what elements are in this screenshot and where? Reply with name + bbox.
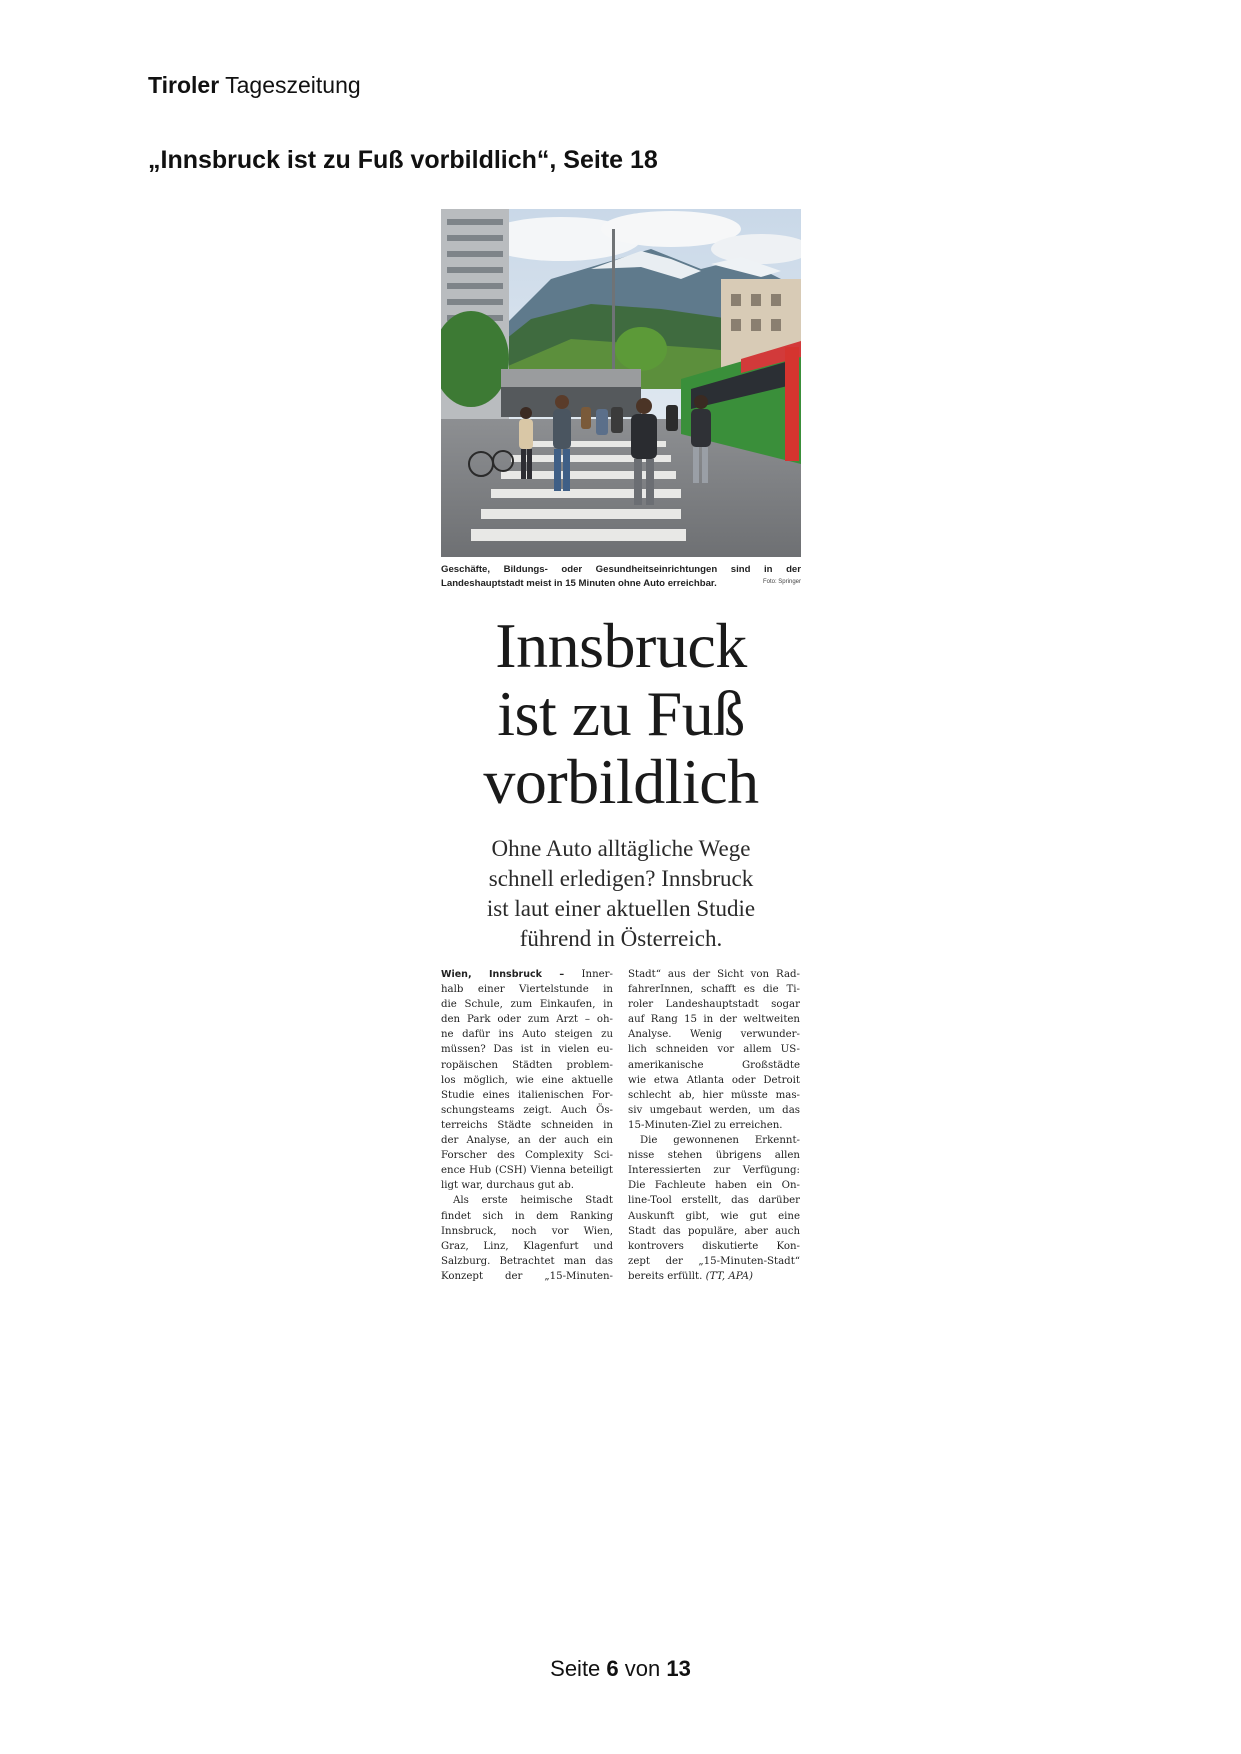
photo-caption: Geschäfte, Bildungs- oder Gesundheitseinrichtungen sind in der Landeshauptstadt meist in 15 Minuten ohne Auto erreichbar. <box>441 564 801 589</box>
body-line: die Schule, zum Einkaufen, in <box>441 999 613 1011</box>
body-line: Stadt das populäre, aber auch <box>628 1225 800 1237</box>
headline-line: vorbildlich <box>483 746 759 817</box>
article-reference: „Innsbruck ist zu Fuß vorbildlich“, Seite 18 <box>148 146 658 174</box>
article-signature: (TT, APA) <box>705 1270 753 1282</box>
article-column-1 <box>441 967 613 1284</box>
current-page: 6 <box>606 1656 619 1681</box>
article-lead <box>441 834 801 954</box>
lead-line: ist laut einer aktuellen Studie <box>486 896 756 921</box>
page-prefix: Seite <box>550 1656 607 1681</box>
body-line: ligt war, durchaus gut ab. <box>441 1180 574 1192</box>
article-column-2 <box>628 967 800 1284</box>
publication-name <box>148 72 361 99</box>
article-headline <box>441 612 801 816</box>
body-line: lich schneiden vor allem US- <box>628 1044 800 1056</box>
lead-line: Ohne Auto alltägliche Wege <box>491 836 751 861</box>
body-line: wie etwa Atlanta oder Detroit <box>628 1074 800 1086</box>
body-line: auf Rang 15 in der weltweiten <box>628 1014 800 1026</box>
headline-line: ist zu Fuß <box>497 678 745 749</box>
street-scene-image <box>441 209 801 557</box>
body-line: fahrerInnen, schafft es die Ti- <box>628 984 800 996</box>
dateline: Wien, Innsbruck – <box>441 969 565 980</box>
body-line: roler Landeshauptstadt sogar <box>628 999 800 1011</box>
body-line: schlecht ab, hier müsste mas- <box>628 1089 800 1101</box>
body-line <box>628 1269 800 1284</box>
body-text: Inner- <box>564 969 613 980</box>
body-line: müssen? Das ist in vielen eu- <box>441 1044 613 1056</box>
body-line: ence Hub (CSH) Vienna beteiligt <box>441 1165 613 1177</box>
body-text: bereits erfüllt. <box>628 1270 703 1282</box>
body-line: Studie eines italienischen For- <box>441 1089 613 1101</box>
body-line: siv umgebaut werden, um das <box>628 1104 800 1116</box>
body-line: kontrovers diskutierte Kon- <box>628 1240 800 1252</box>
body-line: Analyse. Wenig verwunder- <box>628 1029 800 1041</box>
photo-credit: Foto: Springer <box>762 579 801 585</box>
body-line: zept der „15-Minuten-Stadt“ <box>628 1255 800 1267</box>
body-line: schungsteams zeigt. Auch Ös- <box>441 1104 613 1116</box>
page-number <box>0 1656 1241 1682</box>
lead-line: schnell erledigen? Innsbruck <box>488 866 754 891</box>
headline-line: Innsbruck <box>495 610 747 681</box>
page-middle: von <box>618 1656 667 1681</box>
body-line: Auskunft gibt, wie gut eine <box>628 1210 800 1222</box>
body-line: ropäischen Städten problem- <box>441 1059 613 1071</box>
body-line: Innsbruck, noch vor Wien, <box>441 1225 613 1237</box>
body-line: Konzept der „15-Minuten- <box>441 1270 613 1282</box>
body-line: amerikanische Großstädte <box>628 1059 800 1071</box>
publication-name-rest: Tageszeitung <box>219 72 361 98</box>
body-line: den Park oder zum Arzt – oh- <box>441 1014 613 1026</box>
body-line <box>441 967 613 982</box>
body-line: Stadt“ aus der Sicht von Rad- <box>628 969 800 980</box>
body-line: terreichs Städte schneiden in <box>441 1119 613 1131</box>
body-line: 15-Minuten-Ziel zu erreichen. <box>628 1119 783 1131</box>
body-line: halb einer Viertelstunde in <box>441 984 613 996</box>
publication-name-bold: Tiroler <box>148 72 220 98</box>
lead-line: führend in Österreich. <box>519 926 723 951</box>
body-line: Die Fachleute haben ein On- <box>628 1180 800 1192</box>
body-line: los möglich, wie eine aktuelle <box>441 1074 613 1086</box>
body-line: findet sich in dem Ranking <box>441 1210 613 1222</box>
body-line: Graz, Linz, Klagenfurt und <box>441 1240 613 1252</box>
body-line: nisse stehen übrigens allen <box>628 1150 800 1162</box>
body-line: Salzburg. Betrachtet man das <box>441 1255 613 1267</box>
body-line: Interessierten zur Verfügung: <box>628 1165 800 1177</box>
body-line: ne dafür ins Auto steigen zu <box>441 1029 613 1041</box>
body-line: der Analyse, an der auch ein <box>441 1135 613 1147</box>
body-line: Die gewonnenen Erkennt- <box>640 1135 800 1147</box>
article-photo <box>441 209 801 557</box>
body-line: Forscher des Complexity Sci- <box>441 1150 613 1162</box>
total-pages: 13 <box>666 1656 691 1681</box>
body-line: Als erste heimische Stadt <box>453 1195 613 1207</box>
body-line: line-Tool erstellt, das darüber <box>628 1195 800 1207</box>
